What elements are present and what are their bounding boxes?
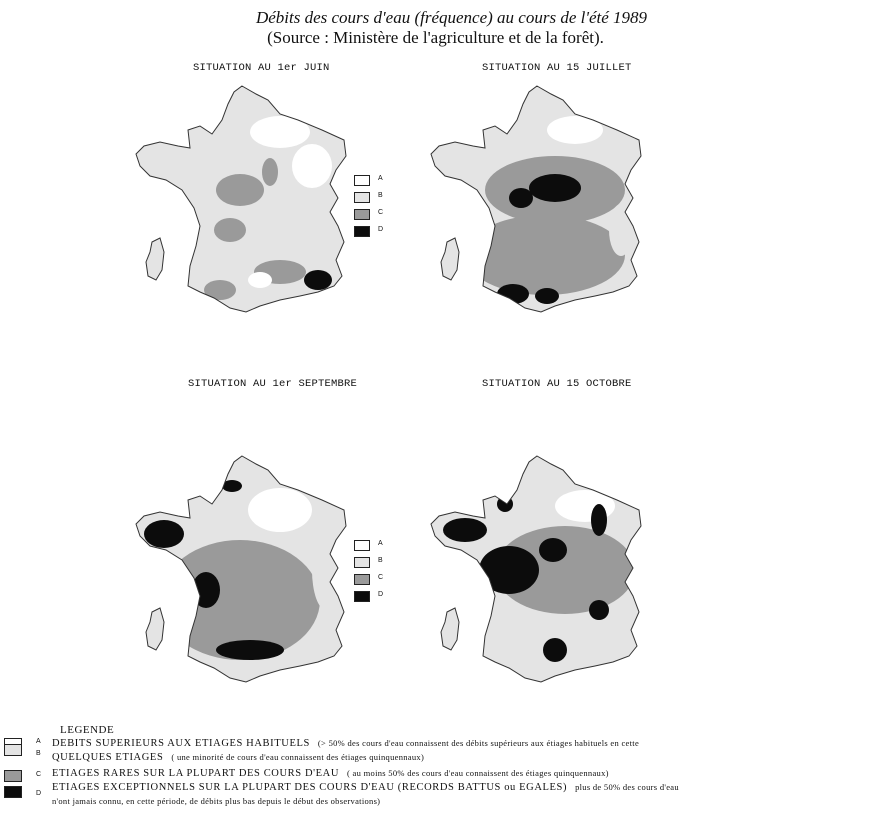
legend-description: ( au moins 50% des cours d'eau connaissent des étiages quinquennaux) <box>347 768 609 778</box>
region-category-a <box>248 272 272 288</box>
figure-title: Débits des cours d'eau (fréquence) au cours de l'été 1989 <box>255 8 648 27</box>
legend-swatch-c <box>354 209 370 220</box>
region-category-d <box>535 288 559 304</box>
panel-title-september: SITUATION AU 1er SEPTEMBRE <box>188 378 358 390</box>
legend-category <box>52 752 424 763</box>
france-map-july <box>425 80 655 320</box>
region-category-d <box>529 174 581 202</box>
region-category-d <box>304 270 332 290</box>
region-category-d <box>192 572 220 608</box>
mini-legend-letter-c: C <box>378 574 384 581</box>
region-category-d <box>443 518 487 542</box>
legend-swatch-b <box>354 192 370 203</box>
mini-legend-letter-d: D <box>378 591 384 598</box>
corsica-outline <box>146 608 164 650</box>
legend-description: ( une minorité de cours d'eau connaissent des étiages quinquennaux) <box>171 752 425 762</box>
legend-description: plus de 50% des cours d'eau <box>575 782 679 792</box>
corsica-outline <box>441 238 459 280</box>
legend-swatch-a <box>354 175 370 186</box>
legend-category-text: DEBITS SUPERIEURS AUX ETIAGES HABITUELS <box>52 738 310 749</box>
france-map-june <box>130 80 360 320</box>
region-category-a <box>292 144 332 188</box>
region-category-b <box>312 530 340 610</box>
legend-description: (> 50% des cours d'eau connaissent des débits supérieurs aux étiages habituels en cette <box>317 738 640 748</box>
legend-swatch-d <box>354 226 370 237</box>
legend-swatch-c <box>4 770 22 782</box>
region-category-d <box>539 538 567 562</box>
legend-swatch-d <box>4 786 22 798</box>
mini-legend-letter-d: D <box>378 226 384 233</box>
figure-source: (Source : Ministère de l'agriculture et de la forêt). <box>267 28 604 47</box>
legend-swatch-a <box>354 540 370 551</box>
region-category-c <box>465 215 625 295</box>
legend-letter: D <box>36 790 42 797</box>
region-category-d <box>216 640 284 660</box>
legend-category-text: QUELQUES ETIAGES <box>52 752 164 763</box>
legend-category-text: ETIAGES RARES SUR LA PLUPART DES COURS D'EAU <box>52 768 339 779</box>
corsica-outline <box>146 238 164 280</box>
legend-swatch-d <box>354 591 370 602</box>
mini-legend-letter-a: A <box>378 540 383 547</box>
mini-legend-letter-a: A <box>378 175 383 182</box>
legend-category <box>52 768 609 779</box>
legend-swatch-b <box>4 744 22 756</box>
mini-legend-top <box>354 175 414 235</box>
region-category-c <box>262 158 278 186</box>
region-category-a <box>248 488 312 532</box>
legend-swatch-b <box>354 557 370 568</box>
mini-legend-bottom <box>354 540 414 600</box>
legend-heading: LEGENDE <box>60 724 115 736</box>
region-category-b <box>609 204 633 256</box>
region-category-d <box>543 638 567 662</box>
region-category-d <box>144 520 184 548</box>
region-category-d <box>589 600 609 620</box>
region-category-c <box>214 218 246 242</box>
legend-letter: A <box>36 738 41 745</box>
region-category-d <box>591 504 607 536</box>
legend-category <box>52 738 639 749</box>
legend-description-continued: n'ont jamais connu, en cette période, de débits plus bas depuis le début des observations) <box>52 796 381 806</box>
region-category-d <box>509 188 533 208</box>
panel-title-june: SITUATION AU 1er JUIN <box>193 62 330 74</box>
region-category-c <box>204 280 236 300</box>
panel-title-october: SITUATION AU 15 OCTOBRE <box>482 378 632 390</box>
france-map-october <box>425 450 655 690</box>
region-category-c <box>216 174 264 206</box>
mini-legend-letter-b: B <box>378 557 383 564</box>
mini-legend-letter-b: B <box>378 192 383 199</box>
france-map-september <box>130 450 360 690</box>
mini-legend-letter-c: C <box>378 209 384 216</box>
legend-category-text: ETIAGES EXCEPTIONNELS SUR LA PLUPART DES COURS D'EAU (RECORDS BATTUS ou EGALES) <box>52 782 568 793</box>
panel-title-july: SITUATION AU 15 JUILLET <box>482 62 632 74</box>
legend-letter: C <box>36 771 42 778</box>
legend-letter: B <box>36 750 41 757</box>
legend-block <box>0 724 879 819</box>
corsica-outline <box>441 608 459 650</box>
legend-swatch-c <box>354 574 370 585</box>
legend-category <box>52 782 679 793</box>
region-category-d <box>479 546 539 594</box>
